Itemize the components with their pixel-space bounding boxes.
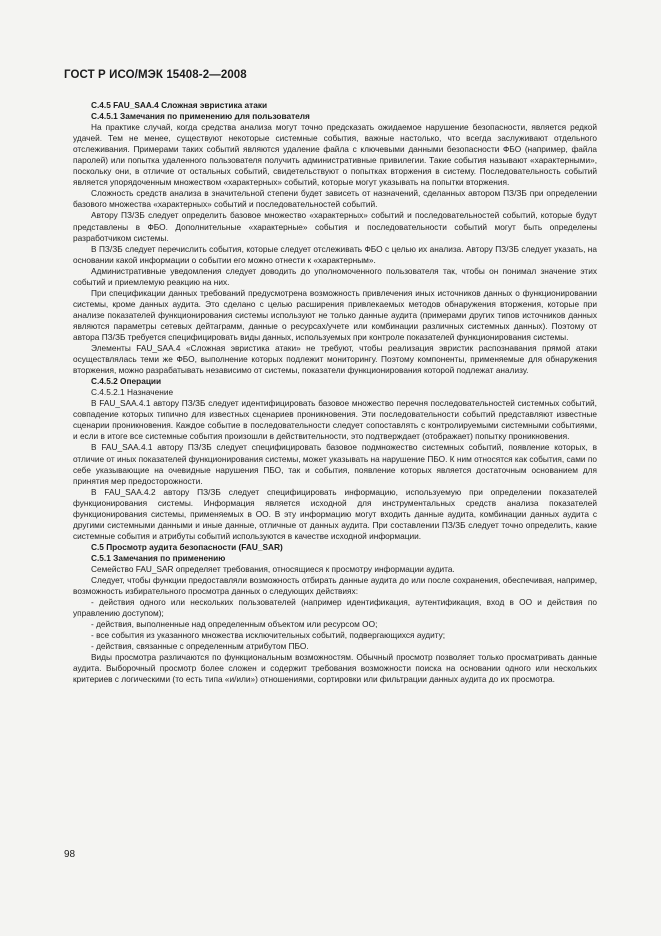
subsection-heading: C.4.5.2 Операции: [91, 376, 162, 387]
section-heading: C.5 Просмотр аудита безопасности (FAU_SAR): [91, 541, 283, 552]
section-heading: C.4.5 FAU_SAA.4 Сложная эвристика атаки: [91, 100, 268, 110]
paragraph: В ПЗ/ЗБ следует перечислить события, которые следует отслеживать ФБО с целью их анализа. Автору ПЗ/ЗБ следует указать, на основании какой информации о событии его можно отнести к «характерным».: [73, 243, 597, 265]
paragraph: В FAU_SAA.4.2 автору ПЗ/ЗБ следует специфицировать информацию, используемую при определении показателей функционирования системы. Информация является исходной для инструментальных средств анализа показателей функционирования системы, применяемых в ОО. В эту информацию могут входить данные аудита, комбинации данных аудита с другими системными данными и иные данные, отличные от данных аудита. При составлении ПЗ/ЗБ следует точно определить, какие системные события и атрибуты событий используются в качестве исходной информации.: [73, 486, 597, 541]
paragraph: Следует, чтобы функции предоставляли возможность отбирать данные аудита до или после сохранения, обеспечивая, например, возможность избирательного просмотра данных о следующих действиях:: [73, 575, 597, 597]
paragraph: Виды просмотра различаются по функциональным возможностям. Обычный просмотр позволяет только просматривать данные аудита. Выборочный просмотр более сложен и содержит требования возможности поиска на основании одного или нескольких критериев с логическими (то есть типа «и/или») отношениями, сортировки или фильтрации данных аудита до их просмотра.: [73, 652, 597, 685]
paragraph: Элементы FAU_SAA.4 «Сложная эвристика атаки» не требуют, чтобы реализация эвристик распознавания прямой атаки осуществлялась теми же ФБО, выполнение которых подлежит мониторингу. Поэтому компоненты, применяемые для обнаружения вторжения, можно разрабатывать независимо от системы, показатели функционирования которой подлежат анализу.: [73, 343, 597, 376]
list-item: - действия, выполненные над определенным объектом или ресурсом ОО;: [91, 619, 378, 630]
list-item: - действия, связанные с определенным атрибутом ПБО.: [91, 641, 309, 652]
page-header: ГОСТ Р ИСО/МЭК 15408-2—2008: [64, 69, 247, 81]
paragraph: Административные уведомления следует доводить до уполномоченного пользователя так, чтобы он понимал значение этих событий и приемлемую реакцию на них.: [73, 265, 597, 287]
paragraph: Автору ПЗ/ЗБ следует определить базовое множество «характерных» событий и последовательностей событий, которые будут представлены в ФБО. Дополнительные «характерные» события и последовательности событий могут быть определены разработчиком системы.: [73, 210, 597, 243]
list-item: - действия одного или нескольких пользователей (например идентификация, аутентификация, вход в ОО и действия по управлению доступом);: [73, 597, 597, 619]
body-text: [73, 100, 597, 685]
paragraph: В FAU_SAA.4.1 автору ПЗ/ЗБ следует специфицировать базовое подмножество системных событий, появление которых, в отличие от иных показателей функционирования системы, может указывать на нарушение ПБО. К ним относятся как события, сами по себе указывающие на очевидные нарушения ПБО, так и события, появление которых является достаточным основанием для принятия мер предосторожности.: [73, 442, 597, 486]
page-number: 98: [64, 849, 76, 860]
subsection-heading: C.5.1 Замечания по применению: [91, 552, 226, 563]
paragraph: На практике случай, когда средства анализа могут точно предсказать ожидаемое нарушение безопасности, является редкой удачей. Тем не менее, существуют некоторые системные события, важные настолько, что всегда заслуживают отдельного отслеживания. Примерами таких событий являются удаление файла с ключевыми данными безопасности ФБО (например, файла паролей) или попытка удаленного пользователя получить административные привилегии. Такие события называют «характерными», поскольку они, в отличие от остальных событий, свидетельствуют о попытках вторжения в систему. Последовательность событий является упорядоченным множеством «характерных» событий, которые могут указывать на попытки вторжения.: [73, 122, 597, 188]
subsubsection-heading: C.4.5.2.1 Назначение: [91, 387, 174, 398]
subsection-heading: C.4.5.1 Замечания по применению для пользователя: [91, 111, 310, 122]
paragraph: Сложность средств анализа в значительной степени будет зависеть от назначений, сделанных автором ПЗ/ЗБ при определении базового множества «характерных» событий и последовательностей событий.: [73, 188, 597, 210]
paragraph: При спецификации данных требований предусмотрена возможность привлечения иных источников данных о функционировании системы, кроме данных аудита. Это сделано с целью расширения привлекаемых методов обнаружения вторжения, которые при анализе показателей функционирования системы используют не только данные аудита (примерами других типов источников данных являются параметры сетевых дейтаграмм, данные о ресурсах/учете или комбинации различных системных данных). Поэтому от автора ПЗ/ЗБ требуется специфицировать виды данных, используемых при контроле показателей функционирования системы.: [73, 287, 597, 342]
paragraph: В FAU_SAA.4.1 автору ПЗ/ЗБ следует идентифицировать базовое множество перечня последовательностей системных событий, совпадение которых типично для известных сценариев проникновения. Эти последовательности событий представляют известные сценарии проникновения. Каждое событие в последовательности следует сопоставлять с контролируемыми системными событиями, и если в итоге все системные события произошли в действительности, это подтверждает (отображает) попытку проникновения.: [73, 398, 597, 442]
paragraph: Семейство FAU_SAR определяет требования, относящиеся к просмотру информации аудита.: [91, 563, 455, 574]
list-item: - все события из указанного множества исключительных событий, подвергающихся аудиту;: [91, 630, 446, 641]
